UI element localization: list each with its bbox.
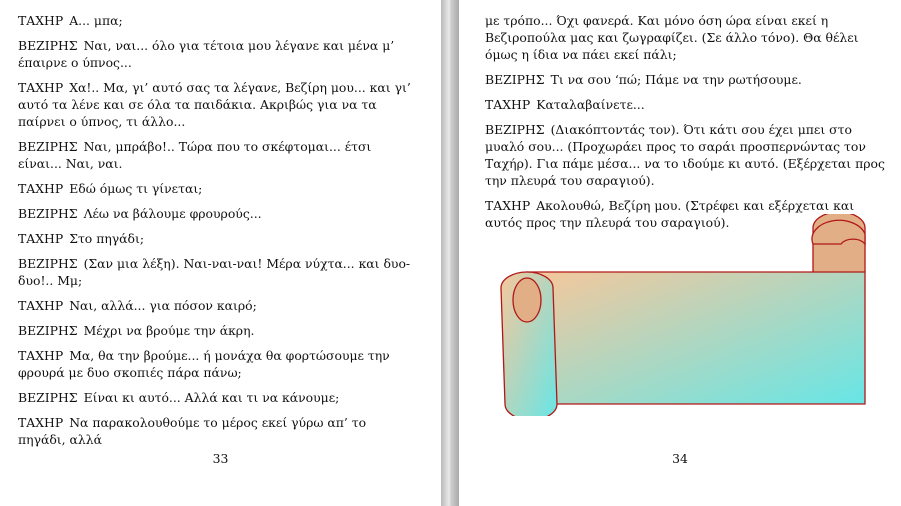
- speaker-name: ΒΕΖΙΡΗΣ: [18, 38, 78, 53]
- dialogue-paragraph: [18, 37, 417, 71]
- dialogue-text: (Διακόπτοντάς τον). Ότι κάτι σου έχει μπει στο μυαλό σου... (Προχωράει προς το σαράι προσπερνώντας τον Ταχήρ). Για πάμε μέσα... να το ιδούμε κι αυτό. (Εξέρχεται προς την πλευρά του σαραγιού).: [485, 122, 885, 188]
- dialogue-paragraph: [18, 138, 417, 172]
- dialogue-text: Ναι, αλλά... για πόσον καιρό;: [69, 298, 257, 313]
- dialogue-text: Λέω να βάλουμε φρουρούς...: [83, 206, 262, 221]
- dialogue-paragraph: [18, 79, 417, 130]
- dialogue-text: Στο πηγάδι;: [69, 231, 145, 246]
- dialogue-paragraph: [485, 12, 885, 63]
- dialogue-text: Χα!.. Μα, γι’ αυτό σας τα λέγανε, Βεζίρη μου... και γι’ αυτό τα λένε και σε όλα τα παιδάκια. Ακριβώς για να τα παίρνει ο ύπνος, τι άλλο...: [18, 80, 411, 129]
- speaker-name: ΤΑΧΗΡ: [18, 298, 64, 313]
- dialogue-paragraph: [18, 414, 417, 448]
- dialogue-paragraph: [18, 12, 417, 29]
- dialogue-text: Μα, θα την βρούμε... ή μονάχα θα φορτώσουμε την φρουρά με δυο σκοπιές πάρα πάνω;: [18, 348, 390, 380]
- dialogue-paragraph: [18, 180, 417, 197]
- speaker-name: ΤΑΧΗΡ: [18, 13, 64, 28]
- dialogue-text: Ναι, ναι... όλο για τέτοια μου λέγανε και μένα μ’ έπαιρνε ο ύπνος...: [18, 38, 395, 70]
- speaker-name: ΤΑΧΗΡ: [18, 181, 64, 196]
- dialogue-paragraph: [18, 205, 417, 222]
- speaker-name: ΒΕΖΙΡΗΣ: [485, 122, 545, 137]
- right-page-text: [485, 12, 885, 239]
- page-gutter: [441, 0, 459, 506]
- speaker-name: ΤΑΧΗΡ: [485, 97, 531, 112]
- dialogue-paragraph: [485, 96, 885, 113]
- dialogue-text: (Σαν μια λέξη). Ναι-ναι-ναι! Μέρα νύχτα... και δυο-δυο!.. Μμ;: [18, 256, 411, 288]
- dialogue-paragraph: [18, 297, 417, 314]
- dialogue-paragraph: [485, 71, 885, 88]
- page-number-left: 33: [212, 451, 229, 466]
- dialogue-paragraph: [18, 347, 417, 381]
- speaker-name: ΤΑΧΗΡ: [18, 415, 64, 430]
- dialogue-paragraph: [18, 322, 417, 339]
- page-number-right: 34: [672, 451, 688, 466]
- speaker-name: ΒΕΖΙΡΗΣ: [18, 206, 78, 221]
- dialogue-paragraph: [18, 230, 417, 247]
- right-page: [459, 0, 901, 506]
- dialogue-paragraph: [485, 121, 885, 189]
- dialogue-text: Καταλαβαίνετε...: [536, 97, 645, 112]
- dialogue-text: Είναι κι αυτό... Αλλά και τι να κάνουμε;: [83, 390, 340, 405]
- dialogue-text: Να παρακολουθούμε το μέρος εκεί γύρω απ’ το πηγάδι, αλλά: [18, 415, 367, 447]
- speaker-name: ΒΕΖΙΡΗΣ: [485, 72, 545, 87]
- speaker-name: ΤΑΧΗΡ: [485, 198, 531, 213]
- speaker-name: ΤΑΧΗΡ: [18, 231, 64, 246]
- scroll-left-roll-end: [513, 278, 541, 322]
- speaker-name: ΒΕΖΙΡΗΣ: [18, 139, 78, 154]
- scroll-banner-graphic: [497, 214, 867, 416]
- dialogue-text: Μέχρι να βρούμε την άκρη.: [83, 323, 255, 338]
- dialogue-text: Εδώ όμως τι γίνεται;: [69, 181, 203, 196]
- dialogue-text: Ακολουθώ, Βεζίρη μου. (Στρέφει και εξέρχεται και αυτός προς την πλευρά του σαραγιού).: [485, 198, 855, 230]
- scroll-body: [527, 272, 865, 404]
- dialogue-text: Τι να σου ‘πώ; Πάμε να την ρωτήσουμε.: [550, 72, 802, 87]
- speaker-name: ΤΑΧΗΡ: [18, 80, 64, 95]
- speaker-name: ΤΑΧΗΡ: [18, 348, 64, 363]
- left-page: [0, 0, 441, 506]
- dialogue-text: με τρόπο... Όχι φανερά. Και μόνο όση ώρα είναι εκεί η Βεζιροπούλα μας και ζωγραφίζει. (Σε άλλο τόνο). Θα θέλει όμως η ίδια να πάει εκεί πάλι;: [485, 13, 859, 62]
- speaker-name: ΒΕΖΙΡΗΣ: [18, 323, 78, 338]
- speaker-name: ΒΕΖΙΡΗΣ: [18, 256, 78, 271]
- dialogue-paragraph: [18, 389, 417, 406]
- dialogue-text: Α... μπα;: [69, 13, 123, 28]
- dialogue-text: Ναι, μπράβο!.. Τώρα που το σκέφτομαι... έτσι είναι... Ναι, ναι.: [18, 139, 372, 171]
- dialogue-paragraph: [18, 255, 417, 289]
- left-page-text: [18, 12, 417, 456]
- speaker-name: ΒΕΖΙΡΗΣ: [18, 390, 78, 405]
